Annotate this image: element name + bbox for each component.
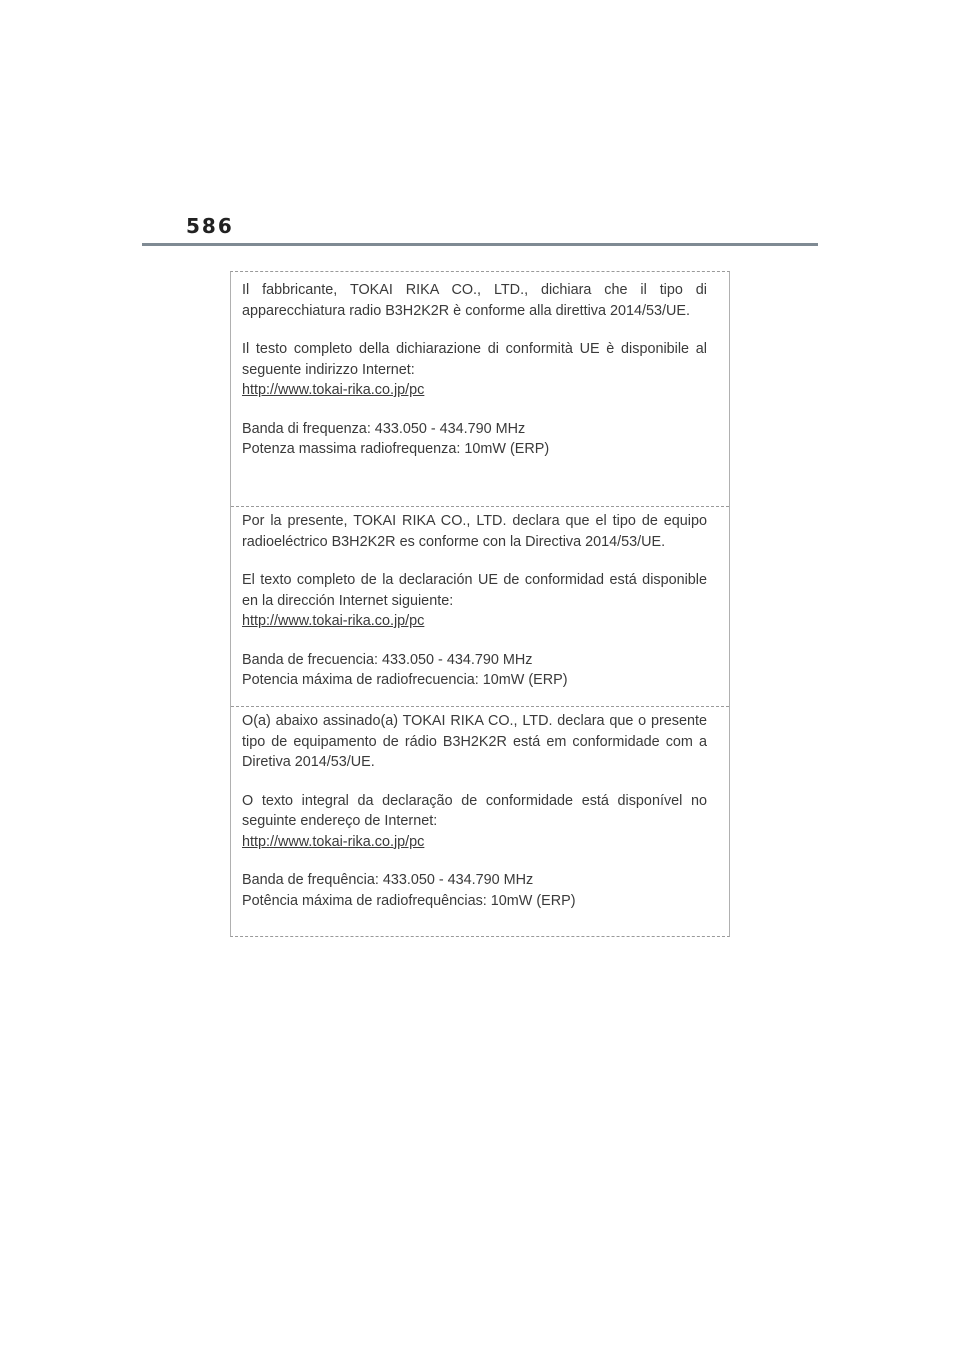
power-text: Potenza massima radiofrequenza: 10mW (ERP) xyxy=(242,441,550,457)
section-italian xyxy=(231,280,729,460)
section-spanish xyxy=(231,506,729,691)
header-rule xyxy=(142,243,818,246)
page-number: 586 xyxy=(186,214,234,238)
section-portuguese xyxy=(231,706,729,911)
power-text: Potência máxima de radiofrequências: 10mW (ERP) xyxy=(242,892,576,909)
availability-text: Il testo completo della dichiarazione di conformità UE è disponibile al seguente indirizzo Internet: xyxy=(242,341,707,378)
declaration-url-link[interactable]: http://www.tokai-rika.co.jp/pc xyxy=(242,833,425,850)
frequency-text: Banda de frequência: 433.050 - 434.790 MHz xyxy=(242,872,534,888)
power-text: Potencia máxima de radiofrecuencia: 10mW (ERP) xyxy=(242,672,568,688)
declaration-url-link[interactable]: http://www.tokai-rika.co.jp/pc xyxy=(242,613,425,629)
availability-text: El texto completo de la declaración UE de conformidad está disponible en la dirección Internet siguiente: xyxy=(242,572,707,609)
availability-text: O texto integral da declaração de conformidade está disponível no seguinte endereço de Internet: xyxy=(242,792,707,829)
declaration-text: Por la presente, TOKAI RIKA CO., LTD. declara que el tipo de equipo radioeléctrico B3H2K2R es conforme con la Directiva 2014/53/UE. xyxy=(242,513,707,550)
declaration-text: Il fabbricante, TOKAI RIKA CO., LTD., dichiara che il tipo di apparecchiatura radio B3H2K2R è conforme alla direttiva 2014/53/UE. xyxy=(242,282,707,319)
conformity-notice-box xyxy=(230,271,730,937)
frequency-text: Banda di frequenza: 433.050 - 434.790 MHz xyxy=(242,420,526,437)
declaration-text: O(a) abaixo assinado(a) TOKAI RIKA CO., LTD. declara que o presente tipo de equipamento de rádio B3H2K2R está em conformidade com a Diretiva 2014/53/UE. xyxy=(242,713,707,770)
declaration-url-link[interactable]: http://www.tokai-rika.co.jp/pc xyxy=(242,382,425,398)
frequency-text: Banda de frecuencia: 433.050 - 434.790 MHz xyxy=(242,651,533,668)
